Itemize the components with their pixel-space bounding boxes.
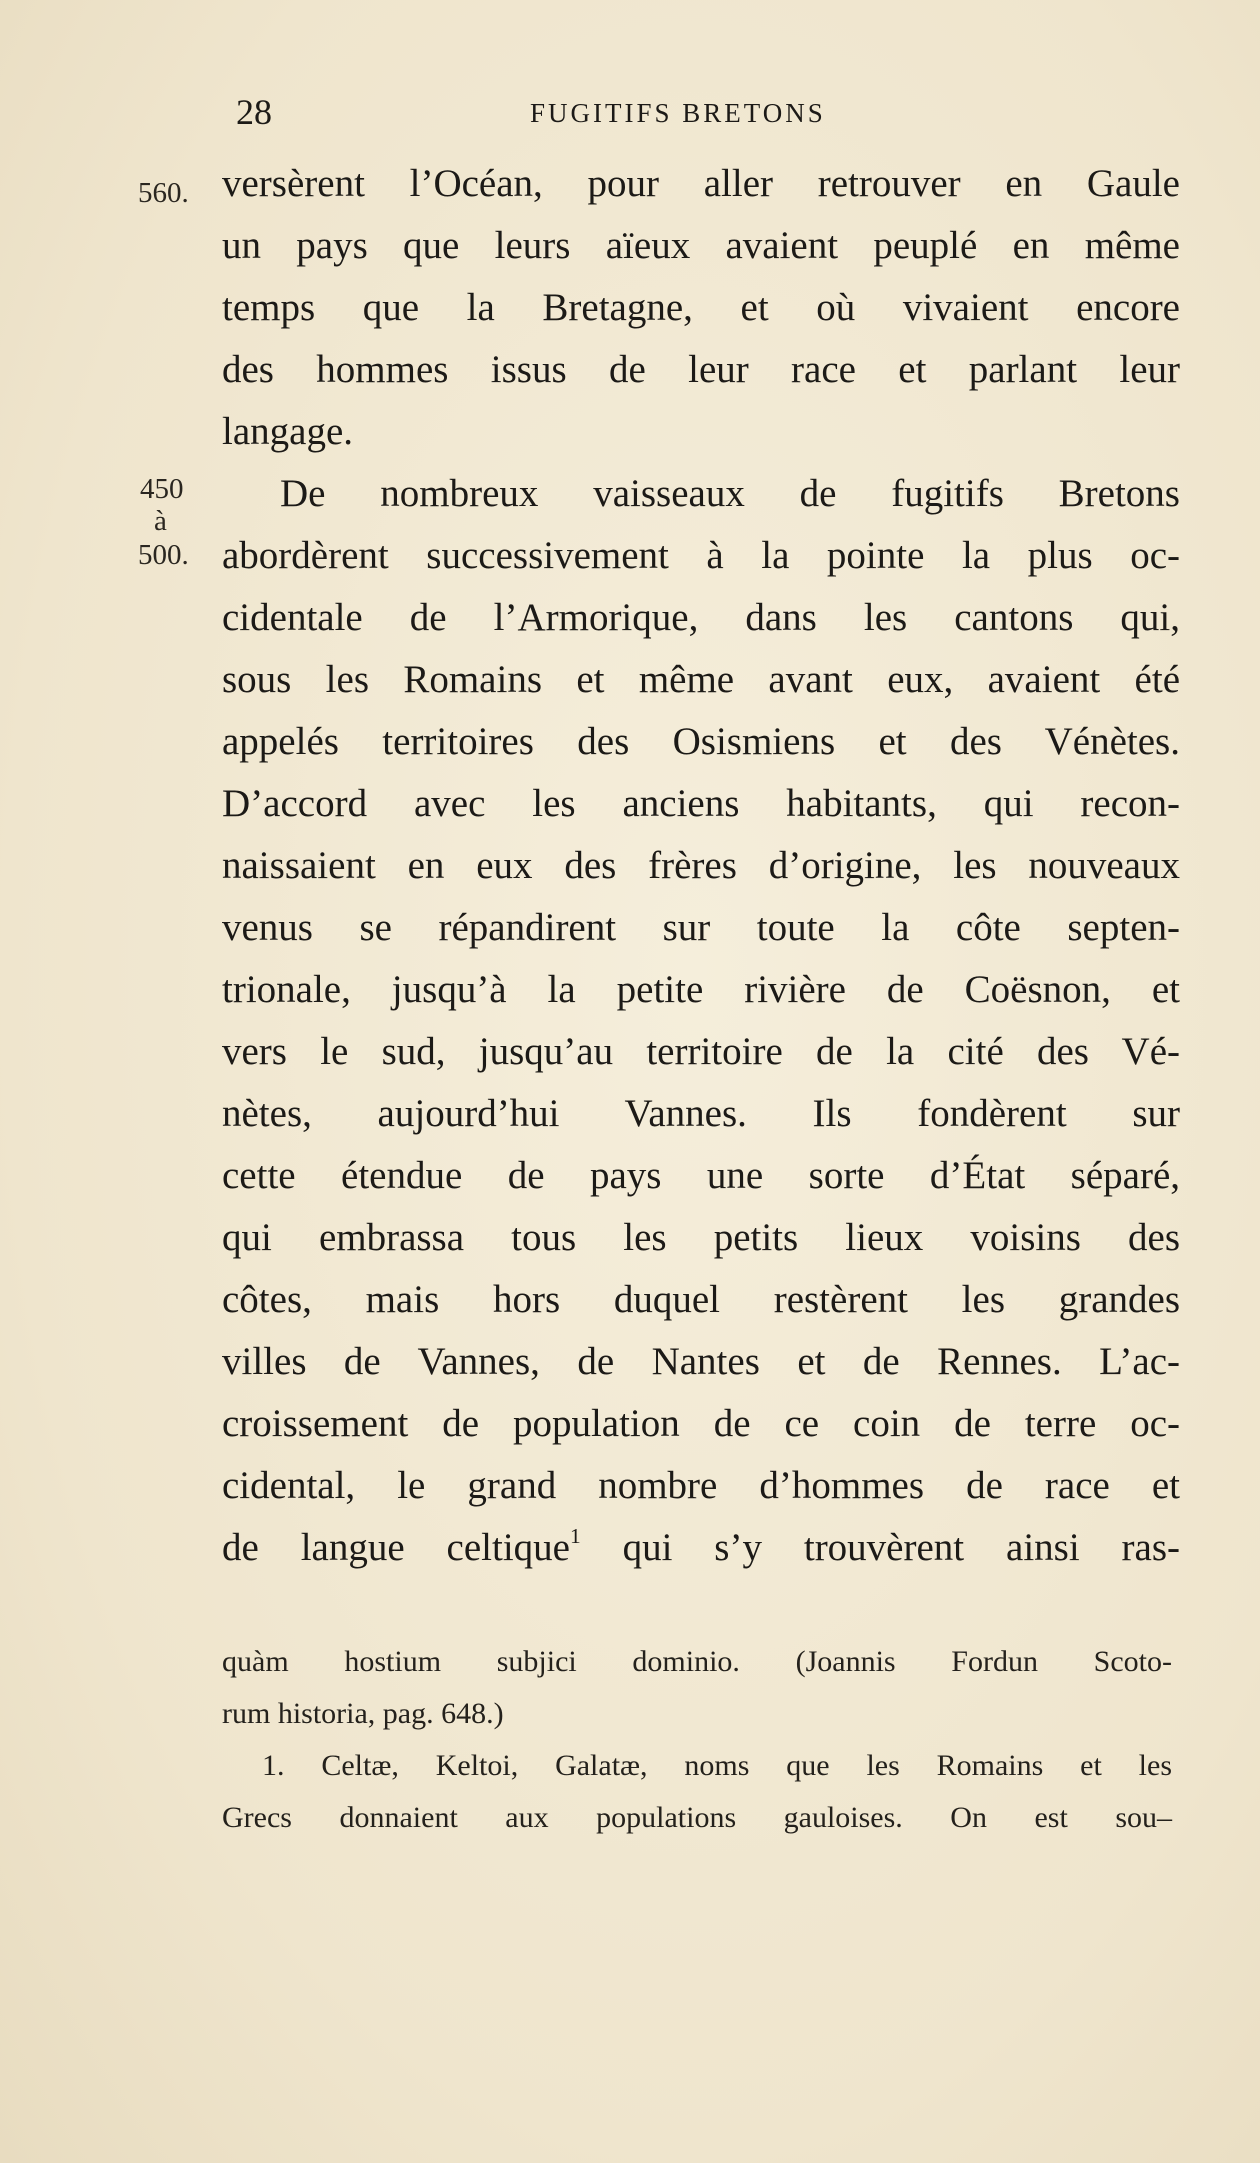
margin-date-450: 450: [140, 473, 184, 505]
page-header: [0, 92, 1260, 132]
body-line-3: temps que la Bretagne, et où vivaient encore: [222, 286, 1180, 329]
body-line-10: appelés territoires des Osismiens et des Vénètes.: [222, 720, 1180, 763]
footnote-line-1: quàm hostium subjici dominio. (Joannis Fordun Scoto-: [222, 1645, 1172, 1678]
body-line-18: qui embrassa tous les petits lieux voisins des: [222, 1216, 1180, 1259]
body-line-16: nètes, aujourd’hui Vannes. Ils fondèrent sur: [222, 1092, 1180, 1135]
running-title: FUGITIFS BRETONS: [530, 98, 826, 128]
body-line-12: naissaient en eux des frères d’origine, les nouveaux: [222, 844, 1180, 887]
margin-date-560: 560.: [138, 177, 189, 209]
body-line-4: des hommes issus de leur race et parlant leur: [222, 348, 1180, 391]
body-line-23-start: de langue celtique: [222, 1526, 570, 1569]
margin-date-500: 500.: [138, 539, 189, 571]
footnote-ref-1: 1: [569, 1523, 581, 1548]
body-line-7: abordèrent successivement à la pointe la plus oc-: [222, 534, 1180, 577]
body-line-21: croissement de population de ce coin de terre oc-: [222, 1402, 1180, 1445]
page-number: 28: [236, 92, 272, 132]
body-line-20: villes de Vannes, de Nantes et de Rennes. L’ac-: [222, 1340, 1180, 1383]
body-line-6: De nombreux vaisseaux de fugitifs Bretons: [280, 472, 1180, 515]
body-line-5: langage.: [222, 410, 354, 453]
body-line-23: [222, 1524, 1180, 1574]
body-line-13: venus se répandirent sur toute la côte septen-: [222, 906, 1180, 949]
body-line-23-end: qui s’y trouvèrent ainsi ras-: [580, 1526, 1181, 1569]
body-line-22: cidental, le grand nombre d’hommes de race et: [222, 1464, 1180, 1507]
body-line-2: un pays que leurs aïeux avaient peuplé en même: [222, 224, 1180, 267]
body-line-19: côtes, mais hors duquel restèrent les grandes: [222, 1278, 1180, 1321]
footnote-line-4: Grecs donnaient aux populations gauloises. On est sou–: [222, 1801, 1172, 1834]
margin-date-a: à: [154, 505, 167, 537]
footnote-line-3: 1. Celtæ, Keltoi, Galatæ, noms que les Romains et les: [262, 1749, 1172, 1782]
footnote-line-2: rum historia, pag. 648.): [222, 1697, 504, 1730]
body-line-11: D’accord avec les anciens habitants, qui recon-: [222, 782, 1180, 825]
body-line-8: cidentale de l’Armorique, dans les cantons qui,: [222, 596, 1180, 639]
body-line-1: versèrent l’Océan, pour aller retrouver en Gaule: [222, 162, 1180, 205]
body-line-17: cette étendue de pays une sorte d’État séparé,: [222, 1154, 1180, 1197]
body-line-14: trionale, jusqu’à la petite rivière de Coësnon, et: [222, 968, 1180, 1011]
body-line-15: vers le sud, jusqu’au territoire de la cité des Vé-: [222, 1030, 1180, 1073]
body-line-9: sous les Romains et même avant eux, avaient été: [222, 658, 1180, 701]
